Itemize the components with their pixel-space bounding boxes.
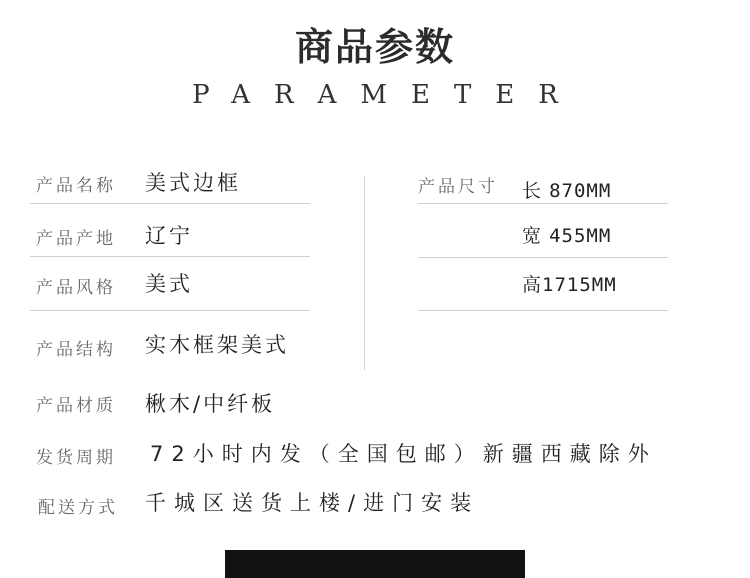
- param-value-delivery: 千城区送货上楼/进门安装: [145, 491, 480, 515]
- size-height-value: 1715MM: [542, 274, 617, 296]
- param-value-material: 楸木/中纤板: [145, 392, 276, 416]
- row-divider: [30, 310, 310, 311]
- param-label-name: 产品名称: [36, 176, 116, 196]
- row-divider: [418, 310, 668, 311]
- size-length-prefix: 长: [522, 180, 543, 202]
- param-label-origin: 产品产地: [36, 229, 116, 249]
- column-divider: [364, 176, 365, 370]
- size-length: [522, 176, 611, 203]
- param-value-structure: 实木框架美式: [145, 333, 289, 357]
- page-subtitle: PARAMETER: [192, 80, 582, 110]
- row-divider: [30, 256, 310, 257]
- row-divider: [418, 257, 668, 258]
- param-label-style: 产品风格: [36, 278, 116, 298]
- param-label-structure: 产品结构: [36, 340, 116, 360]
- page-title: 商品参数: [294, 24, 455, 69]
- row-divider: [418, 203, 668, 204]
- size-height: [522, 270, 617, 297]
- size-width-prefix: 宽: [522, 225, 543, 247]
- size-width: [522, 221, 611, 248]
- param-value-origin: 辽宁: [145, 224, 193, 248]
- param-label-delivery: 配送方式: [38, 498, 118, 518]
- param-value-name: 美式边框: [145, 171, 241, 195]
- param-value-shipping-cycle: 72小时内发（全国包邮）新疆西藏除外: [150, 442, 657, 466]
- size-length-value: 870MM: [549, 180, 612, 202]
- param-label-size: 产品尺寸: [418, 177, 498, 197]
- param-label-shipping-cycle: 发货周期: [36, 448, 116, 468]
- param-value-style: 美式: [145, 272, 193, 296]
- param-label-material: 产品材质: [36, 396, 116, 416]
- row-divider: [30, 203, 310, 204]
- size-width-value: 455MM: [549, 225, 612, 247]
- size-height-prefix: 高: [522, 274, 543, 296]
- bottom-bar: [225, 550, 525, 578]
